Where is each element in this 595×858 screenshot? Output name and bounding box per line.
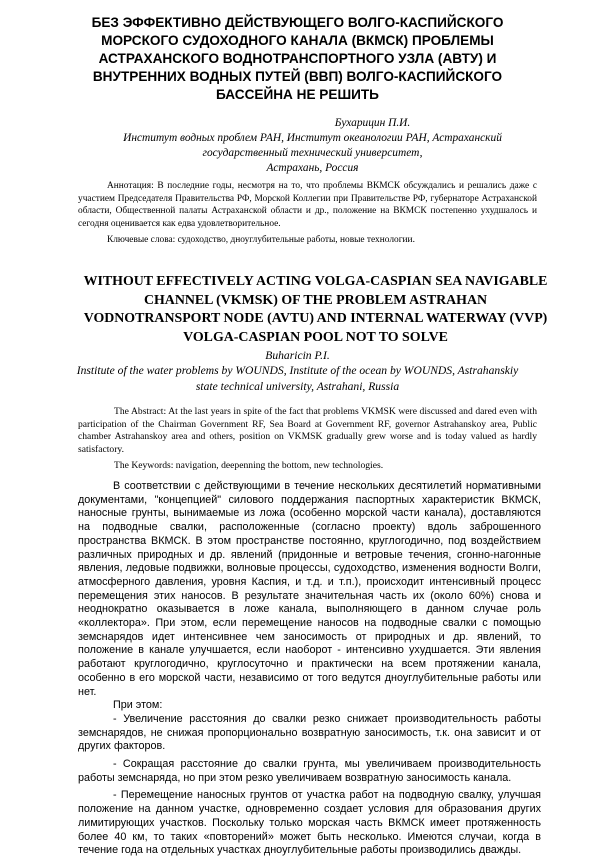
russian-title: БЕЗ ЭФФЕКТИВНО ДЕЙСТВУЮЩЕГО ВОЛГО-КАСПИЙСКОГО МОРСКОГО СУДОХОДНОГО КАНАЛА (ВКМСК) ПРОБЛЕМЫ АСТРАХАНСКОГО ВОДНОТРАНСПОРТНОГО УЗЛА (АВТУ) И ВНУТРЕННИХ ВОДНЫХ ПУТЕЙ (ВВП) ВОЛГО-КАСПИЙСКОГО БАССЕЙНА НЕ РЕШИТЬ [91,15,504,102]
russian-city: Астрахань, Россия [266,162,359,174]
english-author-name: Buharicin P.I. [265,349,330,362]
english-title: WITHOUT EFFECTIVELY ACTING VOLGA-CASPIAN SEA NAVIGABLE CHANNEL (VKMSK) OF THE PROBLEM ASTRAHAN VODNOTRANSPORT NODE (AVTU) AND INTERNAL WATERWAY (VVP) VOLGA-CASPIAN POOL NOT TO SOLVE [83,274,548,345]
body-paragraph-3: - Увеличение расстояния до свалки резко снижает производительность работы земснарядов, не снижая пропорционально возвратную заносимость, т.к. она зависит и от других факторов. [78,712,541,753]
russian-author-name: Бухарицин П.И. [334,117,411,129]
english-abstract: The Abstract: At the last years in spite of the fact that problems VKMSK were discussed and dared even with participation of the Chairman Government RF, Sea Board at Government RF, governor Astrahanskoy area, Public chamber Astrahanskoy area and others, position on VKMSK gradually grew worse and is today valued as hardly satisfactory. [78,406,537,455]
russian-author-block [75,116,550,176]
main-body-text [78,480,541,858]
english-affiliation-line-1: Institute of the water problems by WOUNDS, Institute of the ocean by WOUNDS, Astrahanskiy [76,364,519,378]
english-keywords: The Keywords: navigation, deepenning the bottom, new technologies. [114,460,384,471]
body-paragraph-2: При этом: [113,699,163,712]
english-author-block [50,348,545,394]
russian-keywords: Ключевые слова: судоходство, дноуглубительные работы, новые технологии. [107,235,415,245]
russian-affiliation-line-2: государственный технический университет, [202,147,423,159]
english-affiliation-line-2: state technical university, Astrahani, Russia [195,379,400,393]
russian-abstract: Аннотация: В последние годы, несмотря на то, что проблемы ВКМСК обсуждались и решались даже с участием Председателя Правительства РФ, Морской Коллегии при Правительстве РФ, губернаторе Астраханской области, Общественной палаты Астраханской области и др., положение на ВКМСК постепенно ухудшалось и сегодня оценивается как едва удовлетворительное. [78,181,537,229]
body-paragraph-1: В соответствии с действующими в течение нескольких десятилетий нормативными документами, "концепцией" силового поддержания паспортных характеристик ВКМСК, наносные грунты, вынимаемые из ложа (особенно морской части канала), доставляются на подводные свалки, расположенные (согласно проекту) вдоль заброшенного пространства ВКМСК. В этом пространстве постоянно, круглогодично, под воздействием различных природных и др. явлений (придонные и ветровые течения, сгонно-нагонные явления, ледовые подвижки, волновые процессы, судоходство, изменения водности Волги, атмосферного давления, уровня Каспия, и т.д. и т.п.), происходит интенсивный процесс перемещения этих наносов. В результате значительная часть их (около 60%) снова и неоднократно оказывается в ложе канала, выполняющего в данном случае роль «коллектора». При этом, если перемещение наносов на подводные свалки с помощью земснарядов идет интенсивнее чем заносимость от природных и др. явлений, то положение в канале улучшается, если наоборот - интенсивно ухудшается. Эти явления работают круглогодично, круглосуточно и практически на всем протяжении канала, особенно в его морской части, независимо от того ведутся дноуглубительные работы или нет. [78,480,541,698]
russian-affiliation-line-1: Институт водных проблем РАН, Институт океанологии РАН, Астраханский [123,132,502,144]
body-paragraph-5: - Перемещение наносных грунтов от участка работ на подводную свалку, улучшая положение на данном участке, одновременно создает условия для образования других лимитирующих участков. Поскольку только морская часть ВКМСК имеет протяженность более 40 км, то таких «повторений» может быть несколько. Имеются случаи, когда в течение года на отдельных участках дноуглубительные работы производились дважды. [78,789,541,857]
body-paragraph-4: - Сокращая расстояние до свалки грунта, мы увеличиваем производительность работы земснаряда, но при этом резко увеличиваем возвратную заносимость канала. [78,758,541,784]
